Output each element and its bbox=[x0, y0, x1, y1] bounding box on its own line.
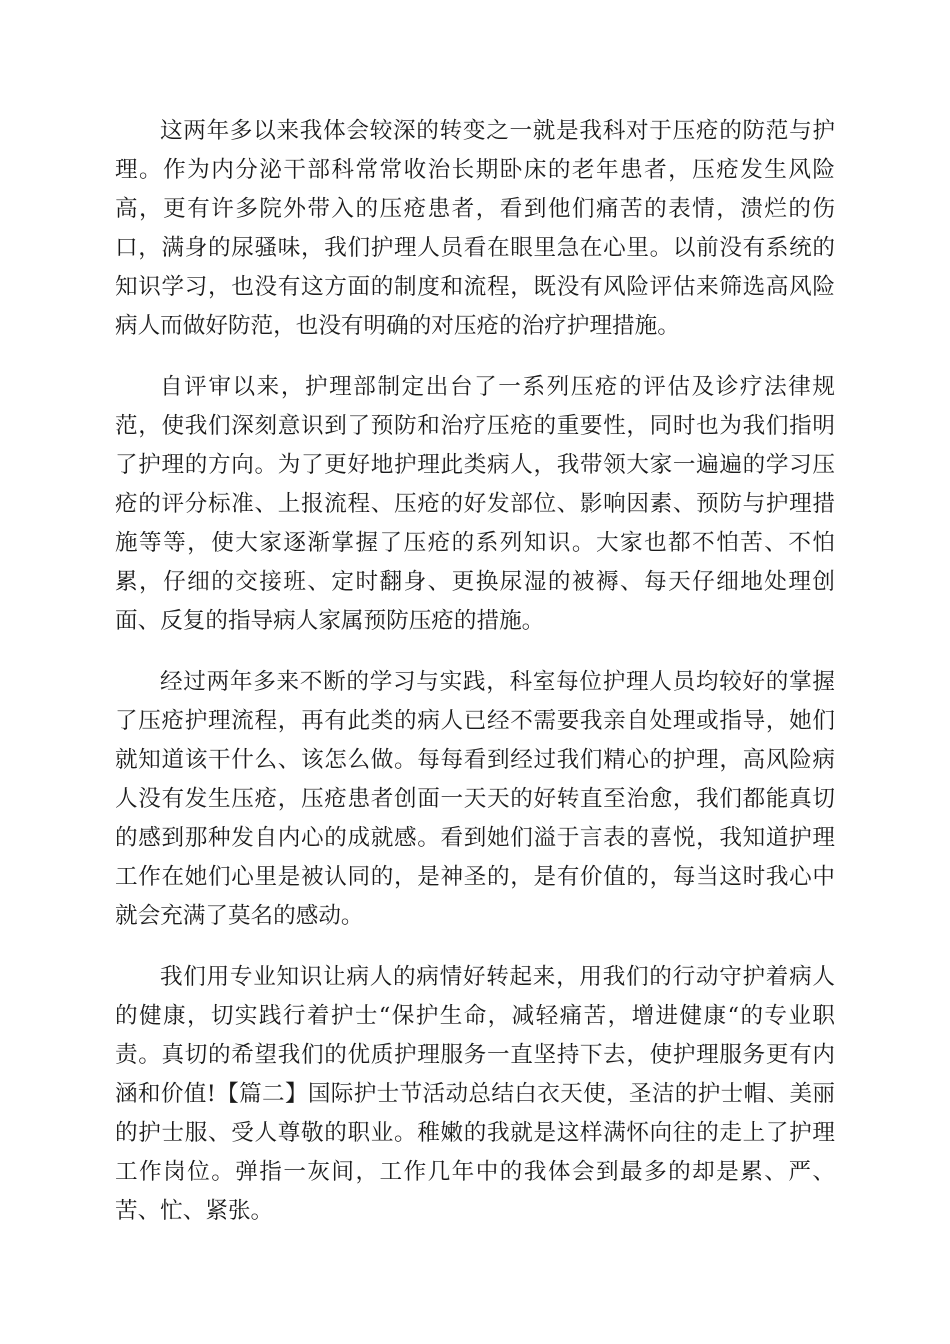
paragraph-3: 经过两年多来不断的学习与实践，科室每位护理人员均较好的掌握了压疮护理流程，再有此类的病人已经不需要我亲自处理或指导，她们就知道该干什么、该怎么做。每每看到经过我们精心的护理，高风险病人没有发生压疮，压疮患者创面一天天的好转直至治愈，我们都能真切的感到那种发自内心的成就感。看到她们溢于言表的喜悦，我知道护理工作在她们心里是被认同的，是神圣的，是有价值的，每当这时我心中就会充满了莫名的感动。 bbox=[115, 669, 835, 929]
document-body bbox=[115, 112, 835, 1253]
paragraph-4: 我们用专业知识让病人的病情好转起来，用我们的行动守护着病人的健康，切实践行着护士“保护生命，减轻痛苦，增进健康“的专业职责。真切的希望我们的优质护理服务一直坚持下去，使护理服务更有内涵和价值!【篇二】国际护士节活动总结白衣天使，圣洁的护士帽、美丽的护士服、受人尊敬的职业。稚嫩的我就是这样满怀向往的走上了护理工作岗位。弹指一灰间，工作几年中的我体会到最多的却是累、严、苦、忙、紧张。 bbox=[115, 964, 835, 1224]
paragraph-2: 自评审以来，护理部制定出台了一系列压疮的评估及诊疗法律规范，使我们深刻意识到了预防和治疗压疮的重要性，同时也为我们指明了护理的方向。为了更好地护理此类病人，我带领大家一遍遍的学习压疮的评分标准、上报流程、压疮的好发部位、影响因素、预防与护理措施等等，使大家逐渐掌握了压疮的系列知识。大家也都不怕苦、不怕累，仔细的交接班、定时翻身、更换尿湿的被褥、每天仔细地处理创面、反复的指导病人家属预防压疮的措施。 bbox=[115, 374, 835, 634]
paragraph-1: 这两年多以来我体会较深的转变之一就是我科对于压疮的防范与护理。作为内分泌干部科常常收治长期卧床的老年患者，压疮发生风险高，更有许多院外带入的压疮患者，看到他们痛苦的表情，溃烂的伤口，满身的尿骚味，我们护理人员看在眼里急在心里。以前没有系统的知识学习，也没有这方面的制度和流程，既没有风险评估来筛选高风险病人而做好防范，也没有明确的对压疮的治疗护理措施。 bbox=[115, 118, 835, 339]
